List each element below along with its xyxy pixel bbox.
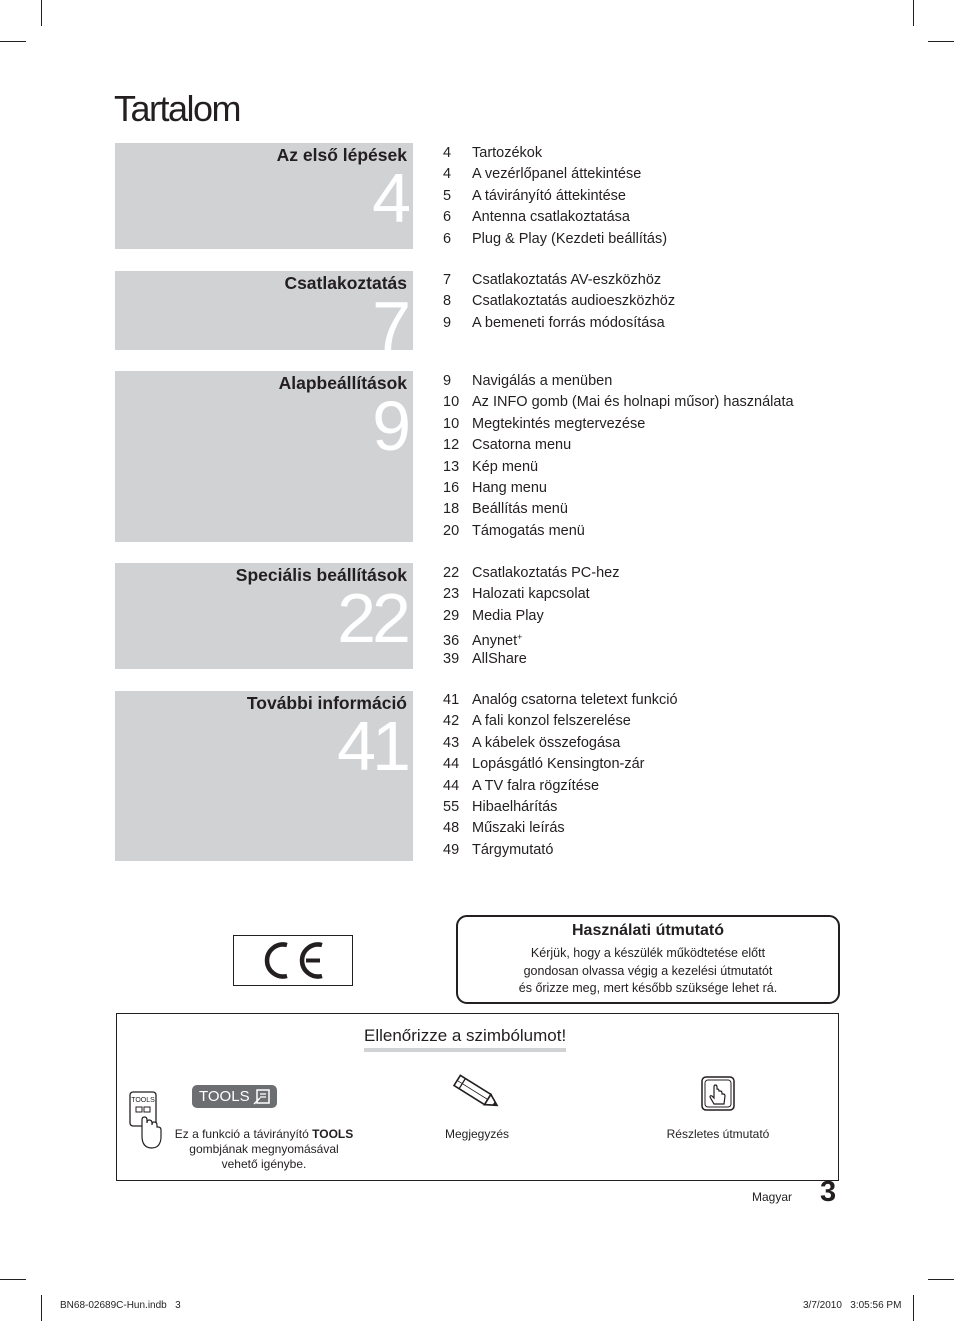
section-box xyxy=(115,691,413,861)
section-title: Az első lépések xyxy=(276,145,407,165)
toc-label: Műszaki leírás xyxy=(472,820,565,837)
section-box xyxy=(115,563,413,669)
toc-label: Hibaelhárítás xyxy=(472,798,558,815)
toc-page: 44 xyxy=(443,756,460,773)
toc-page: 6 xyxy=(443,230,452,247)
toc-page: 18 xyxy=(443,501,460,518)
toc-label: Tartozékok xyxy=(472,145,543,161)
toc-item[interactable] xyxy=(443,733,678,754)
toc-item[interactable] xyxy=(443,606,619,627)
toc-item[interactable] xyxy=(443,563,619,584)
section-title: Csatlakoztatás xyxy=(284,273,407,293)
toc-list xyxy=(443,563,619,670)
section-number: 4 xyxy=(372,159,407,237)
toc-item[interactable] xyxy=(443,627,619,648)
tools-badge-label: TOOLS xyxy=(199,1088,250,1105)
toc-label: A fali konzol felszerelése xyxy=(472,713,631,730)
toc-label: Kép menü xyxy=(472,458,539,475)
toc-page: 20 xyxy=(443,522,460,539)
toc-label: Plug & Play (Kezdeti beállítás) xyxy=(472,230,668,247)
section-box xyxy=(115,371,413,542)
toc-item[interactable] xyxy=(443,649,619,670)
toc-label: Beállítás menü xyxy=(472,501,568,518)
toc-label: A bemeneti forrás módosítása xyxy=(472,314,665,331)
tools-badge xyxy=(192,1085,277,1108)
toc-label: Navigálás a menüben xyxy=(472,373,613,389)
toc-page: 8 xyxy=(443,293,452,310)
toc-label: AllShare xyxy=(472,650,527,667)
toc-item[interactable] xyxy=(443,478,794,499)
toc-page: 5 xyxy=(443,187,452,204)
toc-item[interactable] xyxy=(443,414,794,435)
ce-mark-icon xyxy=(234,936,352,985)
toc-page: 22 xyxy=(443,565,460,581)
toc-item[interactable] xyxy=(443,521,794,542)
toc-page: 23 xyxy=(443,586,460,603)
user-guide-title: Használati útmutató xyxy=(571,922,724,939)
toc-page: 7 xyxy=(443,272,452,288)
toc-label: Az INFO gomb (Mai és holnapi műsor) használata xyxy=(472,394,794,411)
toc-label: Analóg csatorna teletext funkció xyxy=(472,692,678,708)
toc-item[interactable] xyxy=(443,754,678,775)
toc-item[interactable] xyxy=(443,840,678,861)
toc-label: Media Play xyxy=(472,607,544,624)
toc-item[interactable] xyxy=(443,186,667,207)
tools-caption-bold: TOOLS xyxy=(312,1127,354,1141)
toc-item[interactable] xyxy=(443,313,675,334)
toc-item[interactable] xyxy=(443,291,675,312)
toc-item[interactable] xyxy=(443,371,794,392)
hand-pointer-icon xyxy=(701,1076,735,1112)
ce-mark-box xyxy=(233,935,353,986)
toc-list xyxy=(443,143,667,250)
toc-page: 43 xyxy=(443,734,460,751)
toc-item[interactable] xyxy=(443,207,667,228)
toc-item[interactable] xyxy=(443,143,667,164)
user-guide-line: gondosan olvassa végig a kezelési útmutatót xyxy=(523,963,773,978)
toc-list xyxy=(443,270,675,334)
crop-mark xyxy=(913,1295,914,1321)
section-number: 9 xyxy=(372,387,407,465)
toc-page: 10 xyxy=(443,394,460,411)
section-number: 41 xyxy=(337,707,407,785)
toc-item[interactable] xyxy=(443,435,794,456)
toc-page: 42 xyxy=(443,713,460,730)
toc-page: 39 xyxy=(443,650,460,667)
toc-label: Anynet xyxy=(472,633,518,650)
slug-right: 3/7/2010 3:05:56 PM xyxy=(803,1300,902,1311)
slug-left: BN68-02689C-Hun.indb 3 xyxy=(60,1300,181,1311)
toc-page: 6 xyxy=(443,209,452,226)
toc-item[interactable] xyxy=(443,164,667,185)
toc-label: Lopásgátló Kensington-zár xyxy=(472,756,645,773)
toc-page: 9 xyxy=(443,373,452,389)
toc-label: Megtekintés megtervezése xyxy=(472,415,646,432)
section-title: Alapbeállítások xyxy=(278,373,407,393)
toc-item[interactable] xyxy=(443,711,678,732)
crop-mark xyxy=(928,41,954,42)
toc-item[interactable] xyxy=(443,229,667,250)
toc-page: 44 xyxy=(443,777,460,794)
page-title: Tartalom xyxy=(114,88,241,129)
toc-label: A távirányító áttekintése xyxy=(472,187,626,204)
toc-item[interactable] xyxy=(443,457,794,478)
crop-mark xyxy=(41,0,42,26)
user-guide-notice xyxy=(456,915,840,1004)
toc-page: 13 xyxy=(443,458,460,475)
toc-label: A vezérlőpanel áttekintése xyxy=(472,166,642,183)
toc-item[interactable] xyxy=(443,584,619,605)
crop-mark xyxy=(0,1279,26,1280)
toc-label: Antenna csatlakoztatása xyxy=(472,209,630,226)
toc-label: Támogatás menü xyxy=(472,522,585,539)
toc-label: Csatlakoztatás AV-eszközhöz xyxy=(472,272,662,288)
crop-mark xyxy=(928,1279,954,1280)
toc-label: Tárgymutató xyxy=(472,841,554,858)
toc-item[interactable] xyxy=(443,270,675,291)
tools-caption xyxy=(174,1127,354,1172)
toc-page: 49 xyxy=(443,841,460,858)
toc-label: A TV falra rögzítése xyxy=(472,777,600,794)
section-box xyxy=(115,271,413,350)
toc-item[interactable] xyxy=(443,797,678,818)
toc-page: 16 xyxy=(443,479,460,496)
toc-item[interactable] xyxy=(443,392,794,413)
toc-page: 10 xyxy=(443,415,460,432)
toc-label: Csatlakoztatás PC-hez xyxy=(472,565,620,581)
toc-page: 41 xyxy=(443,692,460,708)
pencil-note-icon xyxy=(449,1073,505,1115)
toc-label: A kábelek összefogása xyxy=(472,734,621,751)
toc-page: 55 xyxy=(443,798,460,815)
footer-language: Magyar xyxy=(752,1190,793,1204)
toc-label-sup: + xyxy=(517,632,523,643)
toc-list xyxy=(443,690,678,861)
user-guide-line: és őrizze meg, mert később szüksége lehet rá. xyxy=(518,981,778,995)
section-box xyxy=(115,143,413,249)
toc-page: 12 xyxy=(443,437,460,454)
user-guide-line: Kérjük, hogy a készülék működtetése előtt xyxy=(530,946,766,960)
section-title: További információ xyxy=(246,693,407,713)
toc-item[interactable] xyxy=(443,690,678,711)
crop-mark xyxy=(0,41,26,42)
section-number: 22 xyxy=(337,579,407,657)
toc-item[interactable] xyxy=(443,499,794,520)
toc-label: Csatlakoztatás audioeszközhöz xyxy=(472,293,676,310)
toc-page: 4 xyxy=(443,166,452,183)
toc-label: Hang menu xyxy=(472,479,547,496)
toc-page: 48 xyxy=(443,820,460,837)
note-caption: Megjegyzés xyxy=(444,1127,510,1141)
toc-list xyxy=(443,371,794,542)
crop-mark xyxy=(913,0,914,26)
section-number: 7 xyxy=(372,287,407,350)
footer-page-number: 3 xyxy=(820,1176,837,1208)
remote-tools-icon xyxy=(128,1090,166,1152)
guide-caption: Részletes útmutató xyxy=(666,1127,770,1141)
toc-label: Csatorna menu xyxy=(472,437,572,454)
toc-page: 4 xyxy=(443,145,452,161)
toc-item[interactable] xyxy=(443,776,678,797)
tools-button-icon xyxy=(253,1089,271,1105)
toc-label: Halozati kapcsolat xyxy=(472,586,590,603)
toc-page: 36 xyxy=(443,633,460,650)
tools-caption-text: gombjának megnyomásával vehető igénybe. xyxy=(189,1142,339,1171)
toc-item[interactable] xyxy=(443,818,678,839)
section-title: Speciális beállítások xyxy=(235,565,407,585)
crop-mark xyxy=(41,1295,42,1321)
toc-page: 29 xyxy=(443,607,460,624)
tools-caption-text: Ez a funkció a távirányító xyxy=(174,1127,313,1141)
toc-page: 9 xyxy=(443,314,452,331)
remote-tools-label: TOOLS xyxy=(131,1097,155,1104)
symbols-title: Ellenőrizze a szimbólumot! xyxy=(364,1026,566,1052)
user-guide-text xyxy=(458,945,838,998)
